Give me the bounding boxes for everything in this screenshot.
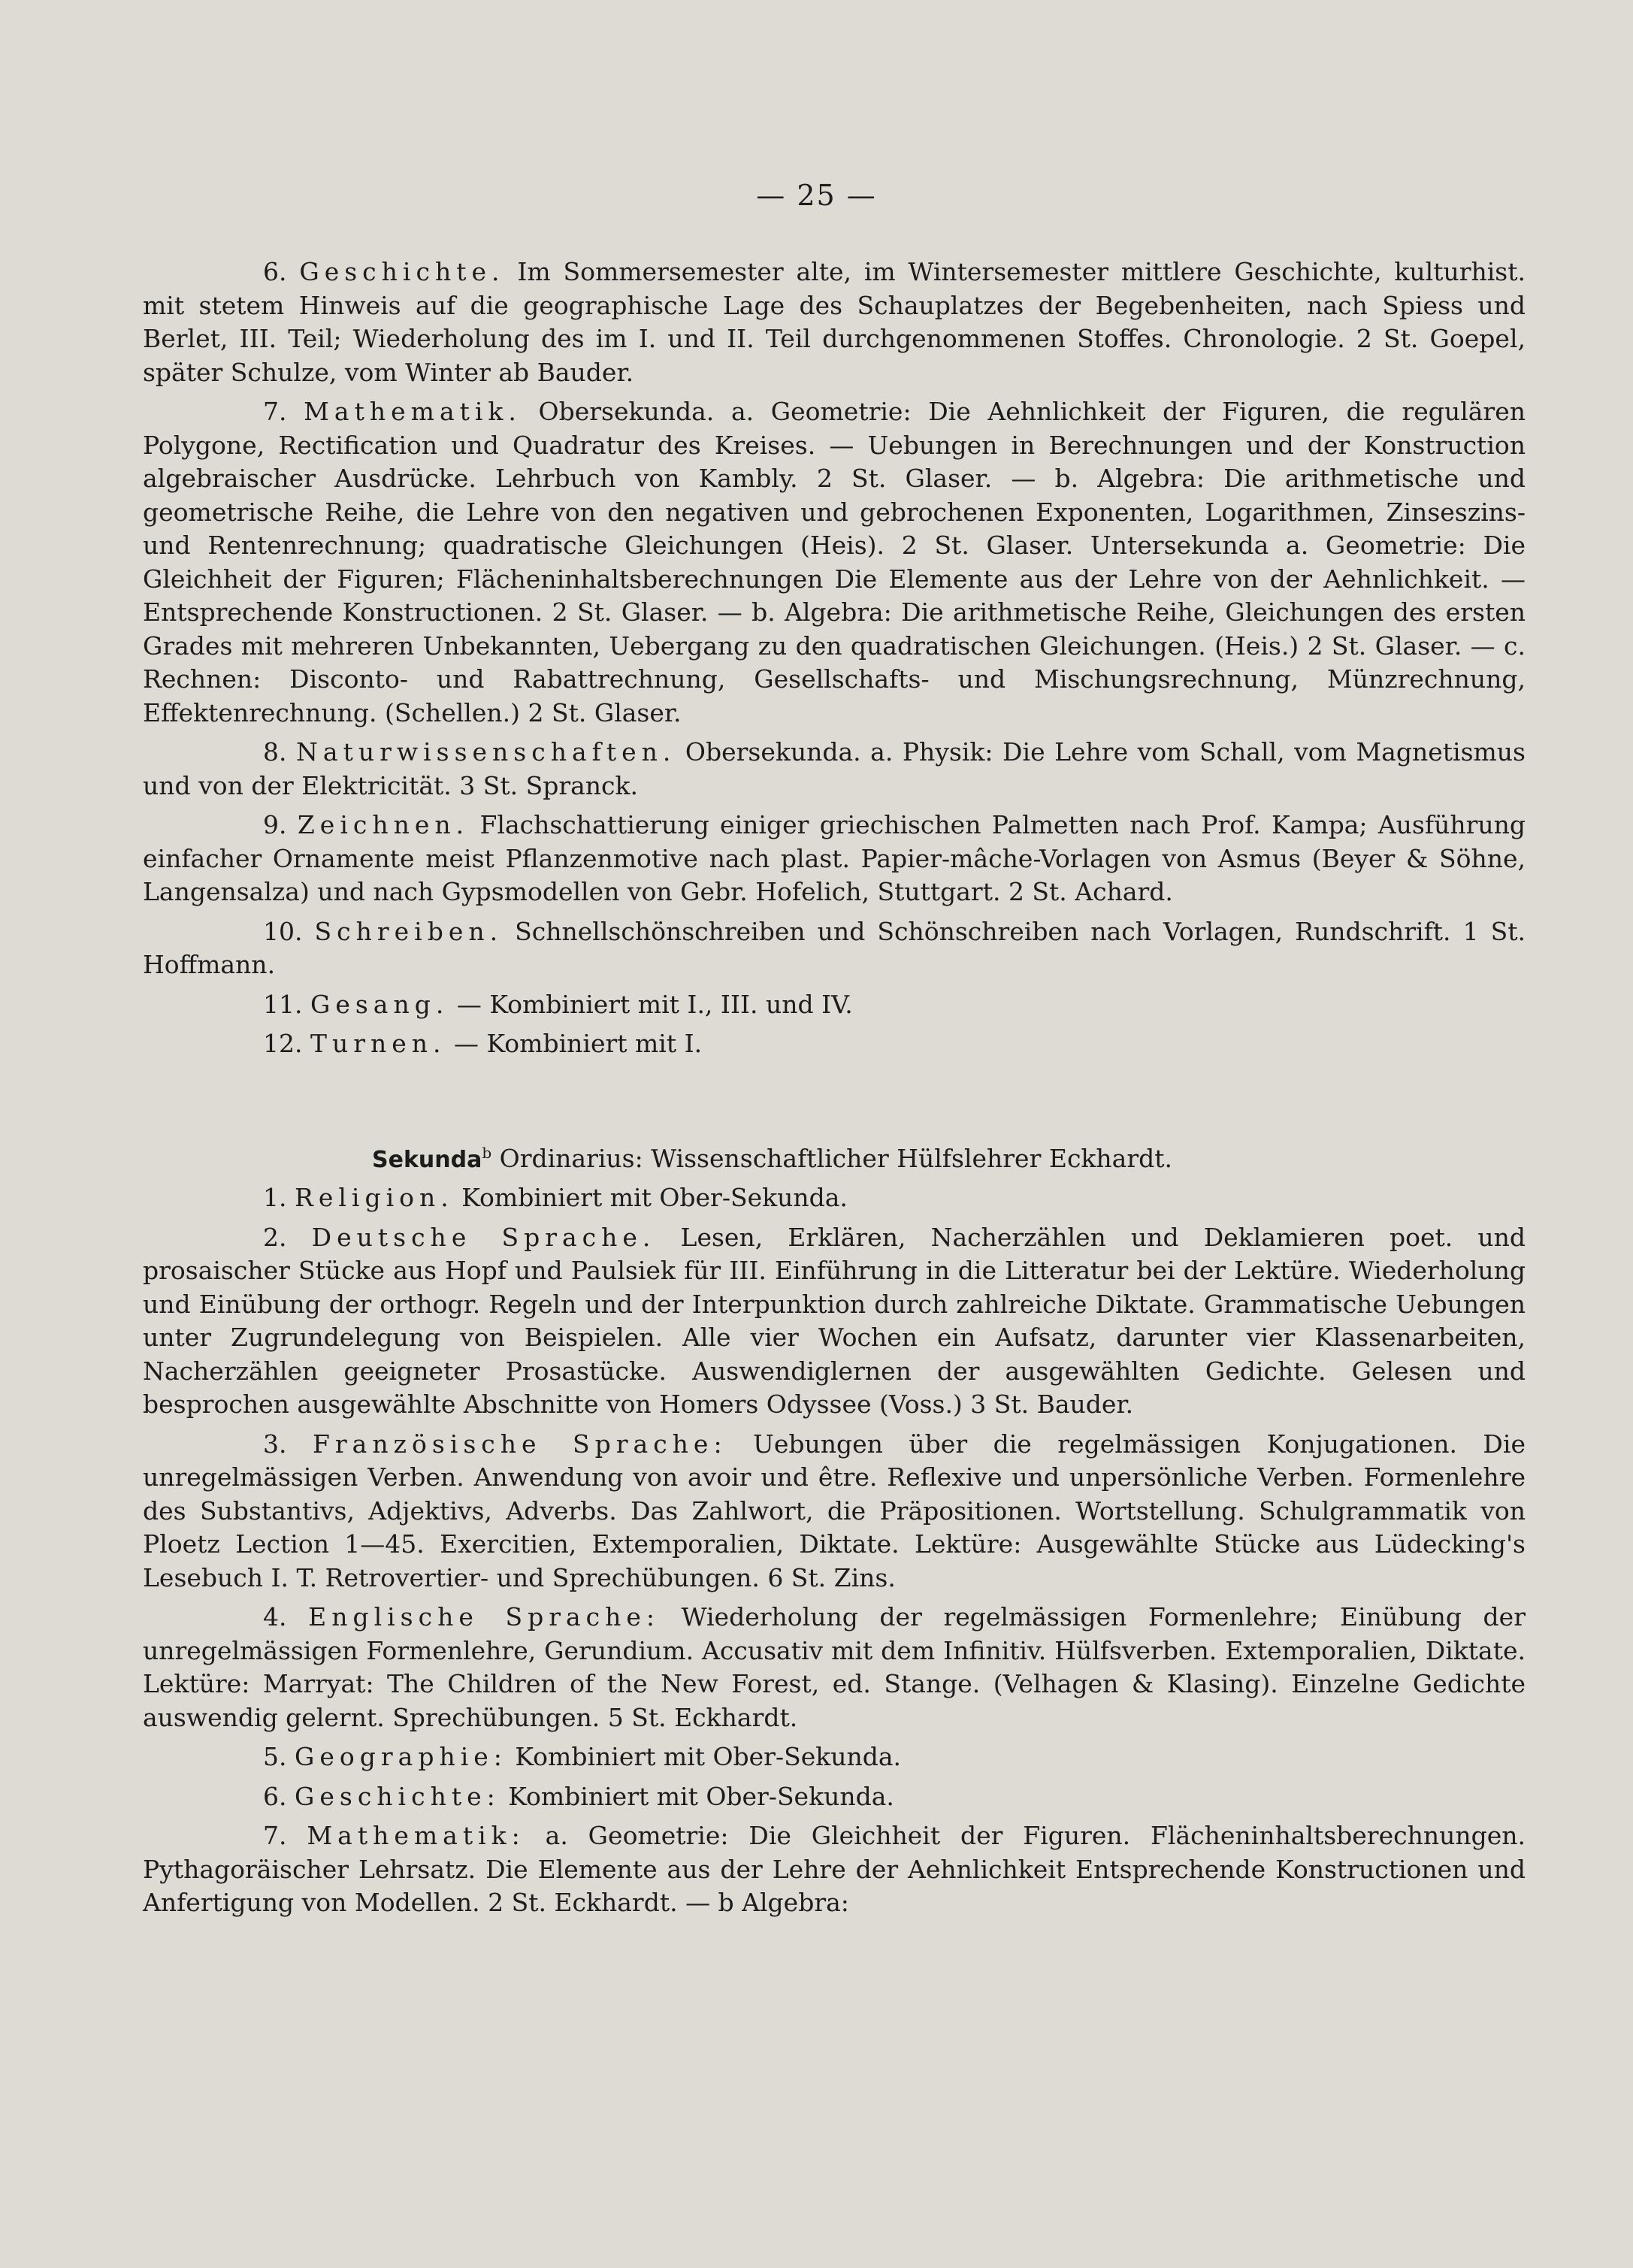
paragraph [143, 1819, 1526, 1920]
paragraph-number: 2. [263, 1222, 287, 1252]
paragraph-subject: Geschichte: [295, 1781, 500, 1811]
paragraph [143, 1027, 1526, 1061]
paragraph-number: 6. [263, 257, 287, 286]
paragraph [143, 809, 1526, 909]
paragraph-text: Schnellschönschreiben und Schönschreiben nach Vorlagen, Rundschrift. 1 St. Hoffmann. [143, 916, 1526, 979]
paragraph-subject: Gesang. [310, 989, 449, 1019]
paragraph [143, 256, 1526, 389]
heading-sup: b [482, 1143, 492, 1162]
paragraph-number: 11. [263, 989, 303, 1019]
paragraph-text: Kombiniert mit Ober-Sekunda. [453, 1183, 848, 1212]
paragraph [143, 1221, 1526, 1422]
section-heading [143, 1136, 1526, 1178]
paragraph-text: Kombiniert mit Ober-Sekunda. [507, 1742, 902, 1771]
paragraph-subject: Geschichte. [299, 257, 505, 286]
paragraph-subject: Religion. [295, 1183, 454, 1212]
paragraph-number: 10. [263, 916, 303, 946]
paragraph-text: Lesen, Erklären, Nacherzählen und Deklamieren poet. und prosaischer Stücke aus Hopf und Paulsiek für III. Einführung in die Litteratur bei der Lektüre. Wiederholung und Einübung der orthogr. Regeln und der Interpunktion durch zahlreiche Diktate. Grammatische Uebungen unter Zugrundelegung von Beispielen. Alle vier Wochen ein Aufsatz, darunter vier Klassenarbeiten, Nacherzählen geeigneter Prosastücke. Auswendiglernen der ausgewählten Gedichte. Gelesen und besprochen ausgewählte Abschnitte von Homers Odyssee (Voss.) 3 St. Bauder. [143, 1222, 1526, 1419]
section-sekunda-b [143, 1181, 1526, 1920]
paragraph [143, 395, 1526, 730]
paragraph-text: Flachschattierung einiger griechischen Palmetten nach Prof. Kampa; Ausführung einfacher Ornamente meist Pflanzenmotive nach plast. Papier-mâche-Vorlagen von Asmus (Beyer & Söhne, Langensalza) und nach Gypsmodellen von Gebr. Hofelich, Stuttgart. 2 St. Achard. [143, 810, 1526, 906]
paragraph-text: Obersekunda. a. Physik: Die Lehre vom Schall, vom Magnetismus und von der Elektricität. 3 St. Spranck. [143, 737, 1526, 800]
paragraph-text: Im Sommersemester alte, im Wintersemester mittlere Geschichte, kulturhist. mit stetem Hinweis auf die geographische Lage des Schauplatzes der Begebenheiten, nach Spiess und Berlet, III. Teil; Wiederholung des im I. und II. Teil durchgenommenen Stoffes. Chronologie. 2 St. Goepel, später Schulze, vom Winter ab Bauder. [143, 257, 1526, 387]
paragraph-subject: Zeichnen. [297, 810, 470, 839]
paragraph [143, 988, 1526, 1022]
paragraph-subject: Mathematik. [304, 397, 522, 426]
paragraph-number: 1. [263, 1183, 287, 1212]
paragraph-number: 6. [263, 1781, 287, 1811]
paragraph-number: 7. [263, 1821, 287, 1850]
paragraph-text: — Kombiniert mit I. [446, 1029, 703, 1058]
paragraph [143, 1181, 1526, 1215]
paragraph-subject: Französische Sprache: [312, 1429, 727, 1459]
paragraph-text: — Kombiniert mit I., III. und IV. [449, 989, 853, 1019]
heading-label: Sekunda [372, 1146, 482, 1173]
paragraph-number: 4. [263, 1602, 287, 1631]
paragraph-number: 3. [263, 1429, 287, 1459]
paragraph-subject: Englische Sprache: [308, 1602, 661, 1631]
paragraph-subject: Naturwissenschaften. [296, 737, 676, 767]
paragraph-text: Kombiniert mit Ober-Sekunda. [500, 1781, 894, 1811]
paragraph-text: Obersekunda. a. Geometrie: Die Aehnlichkeit der Figuren, die regulären Polygone, Rectification und Quadratur des Kreises. — Uebungen in Berechnungen und der Konstruction algebraischer Ausdrücke. Lehrbuch von Kambly. 2 St. Glaser. — b. Algebra: Die arithmetische und geometrische Reihe, die Lehre von den negativen und gebrochenen Exponenten, Logarithmen, Zinseszins- und Rentenrechnung; quadratische Gleichungen (Heis). 2 St. Glaser. Untersekunda a. Geometrie: Die Gleichheit der Figuren; Flächeninhaltsberechnungen Die Elemente aus der Lehre von der Aehnlichkeit. — Entsprechende Konstructionen. 2 St. Glaser. — b. Algebra: Die arithmetische Reihe, Gleichungen des ersten Grades mit mehreren Unbekannten, Uebergang zu den quadratischen Gleichungen. (Heis.) 2 St. Glaser. — c. Rechnen: Disconto- und Rabattrechnung, Gesellschafts- und Mischungsrechnung, Münzrechnung, Effektenrechnung. (Schellen.) 2 St. Glaser. [143, 397, 1526, 727]
paragraph-text: a. Geometrie: Die Gleichheit der Figuren. Flächeninhaltsberechnungen. Pythagoräischer Lehrsatz. Die Elemente aus der Lehre der Aehnlichkeit Entsprechende Konstructionen und Anfertigung von Modellen. 2 St. Eckhardt. — b Algebra: [143, 1821, 1526, 1917]
paragraph-text: Wiederholung der regelmässigen Formenlehre; Einübung der unregelmässigen Formenlehre, Gerundium. Accusativ mit dem Infinitiv. Hülfsverben. Extemporalien, Diktate. Lektüre: Marryat: The Children of the New Forest, ed. Stange. (Velhagen & Klasing). Einzelne Gedichte auswendig gelernt. Sprechübungen. 5 St. Eckhardt. [143, 1602, 1526, 1732]
paragraph [143, 915, 1526, 982]
paragraph-number: 12. [263, 1029, 303, 1058]
body-text [143, 256, 1526, 1920]
paragraph-number: 9. [263, 810, 287, 839]
paragraph-number: 7. [263, 397, 287, 426]
paragraph-number: 5. [263, 1742, 287, 1771]
paragraph [143, 1601, 1526, 1734]
page-number: — 25 — [756, 179, 877, 212]
paragraph-subject: Geographie: [295, 1742, 507, 1771]
section-obersekunda-continued [143, 256, 1526, 1061]
paragraph [143, 1428, 1526, 1595]
heading-text: Ordinarius: Wissenschaftlicher Hülfslehrer Eckhardt. [491, 1143, 1172, 1173]
paragraph [143, 1740, 1526, 1774]
paragraph [143, 736, 1526, 803]
paragraph-text: Uebungen über die regelmässigen Konjugationen. Die unregelmässigen Verben. Anwendung von avoir und être. Reflexive und unpersönliche Verben. Formenlehre des Substantivs, Adjektivs, Adverbs. Das Zahlwort, die Präpositionen. Wortstellung. Schulgrammatik von Ploetz Lection 1—45. Exercitien, Extemporalien, Diktate. Lektüre: Ausgewählte Stücke aus Lüdecking's Lesebuch I. T. Retrovertier- und Sprechübungen. 6 St. Zins. [143, 1429, 1526, 1592]
paragraph-subject: Deutsche Sprache. [311, 1222, 656, 1252]
paragraph-number: 8. [263, 737, 287, 767]
paragraph-subject: Mathematik: [307, 1821, 525, 1850]
paragraph [143, 1780, 1526, 1814]
paragraph-subject: Schreiben. [314, 916, 504, 946]
paragraph-subject: Turnen. [310, 1029, 446, 1058]
